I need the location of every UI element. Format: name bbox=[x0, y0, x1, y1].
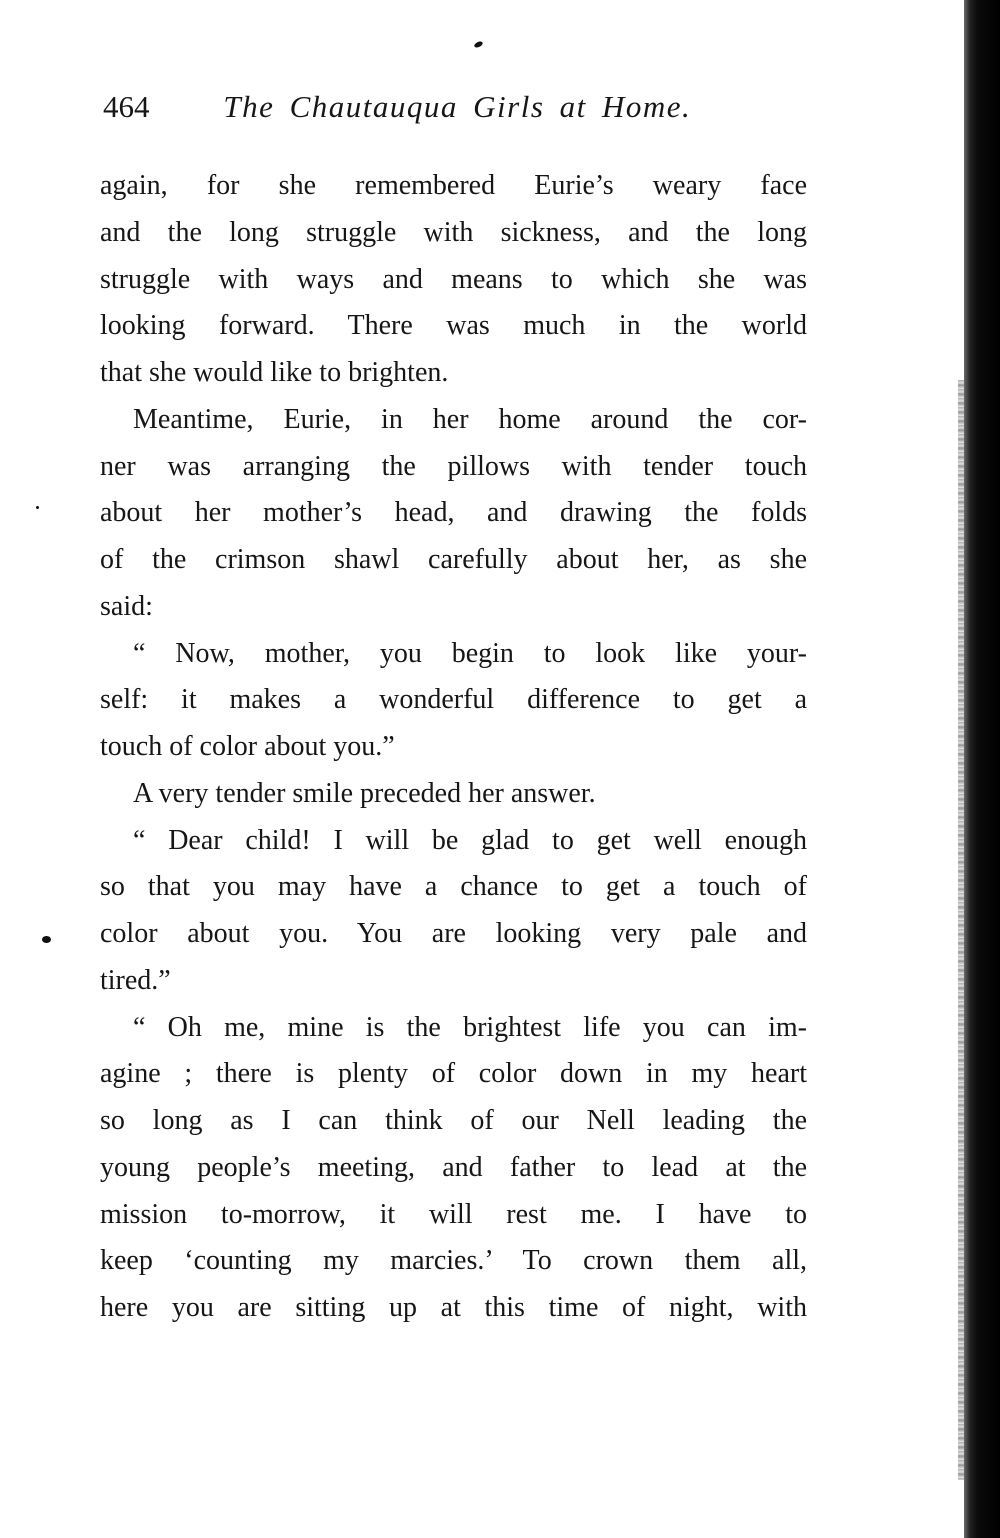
text-line: color about you. You are looking very pale and bbox=[100, 918, 807, 949]
text-line: young people’s meeting, and father to lead at the bbox=[100, 1151, 807, 1183]
scan-binding-edge bbox=[964, 0, 1000, 1538]
text-line: “ Dear child! I will be glad to get well enough bbox=[133, 824, 807, 856]
text-line: “ Oh me, mine is the brightest life you can im- bbox=[133, 1011, 807, 1043]
text-line: touch of color about you.” bbox=[100, 731, 395, 762]
text-line: A very tender smile preceded her answer. bbox=[133, 777, 596, 809]
text-line: agine ; there is plenty of color down in my heart bbox=[100, 1058, 807, 1090]
text-line: so long as I can think of our Nell leading the bbox=[100, 1105, 807, 1136]
text-line: ner was arranging the pillows with tender touch bbox=[100, 450, 807, 482]
text-line: mission to-morrow, it will rest me. I have to bbox=[100, 1198, 807, 1230]
text-line: struggle with ways and means to which she was bbox=[100, 263, 807, 295]
text-line: Meantime, Eurie, in her home around the cor- bbox=[133, 403, 807, 435]
text-line: again, for she remembered Eurie’s weary face bbox=[100, 170, 807, 201]
text-line: of the crimson shawl carefully about her, as she bbox=[100, 544, 807, 575]
text-line: said: bbox=[100, 590, 153, 622]
running-head bbox=[103, 82, 803, 132]
text-line: “ Now, mother, you begin to look like your- bbox=[133, 637, 807, 669]
text-line: so that you may have a chance to get a touch of bbox=[100, 871, 807, 903]
text-line: here you are sitting up at this time of night, with bbox=[100, 1292, 807, 1323]
text-line: self: it makes a wonderful difference to get a bbox=[100, 684, 807, 716]
text-line: that she would like to brighten. bbox=[100, 357, 449, 388]
book-title: The Chautauqua Girls at Home. bbox=[223, 89, 692, 124]
text-line: about her mother’s head, and drawing the folds bbox=[100, 497, 807, 529]
text-line: tired.” bbox=[100, 964, 171, 996]
ink-speck bbox=[42, 936, 51, 943]
ink-speck bbox=[473, 40, 483, 48]
text-line: keep ‘counting my marcies.’ To crown them all, bbox=[100, 1245, 807, 1277]
text-line: looking forward. There was much in the world bbox=[100, 310, 807, 342]
page-number: 464 bbox=[103, 89, 150, 124]
body-text bbox=[100, 163, 807, 1332]
text-line: and the long struggle with sickness, and the long bbox=[100, 216, 807, 248]
ink-speck bbox=[36, 506, 39, 509]
